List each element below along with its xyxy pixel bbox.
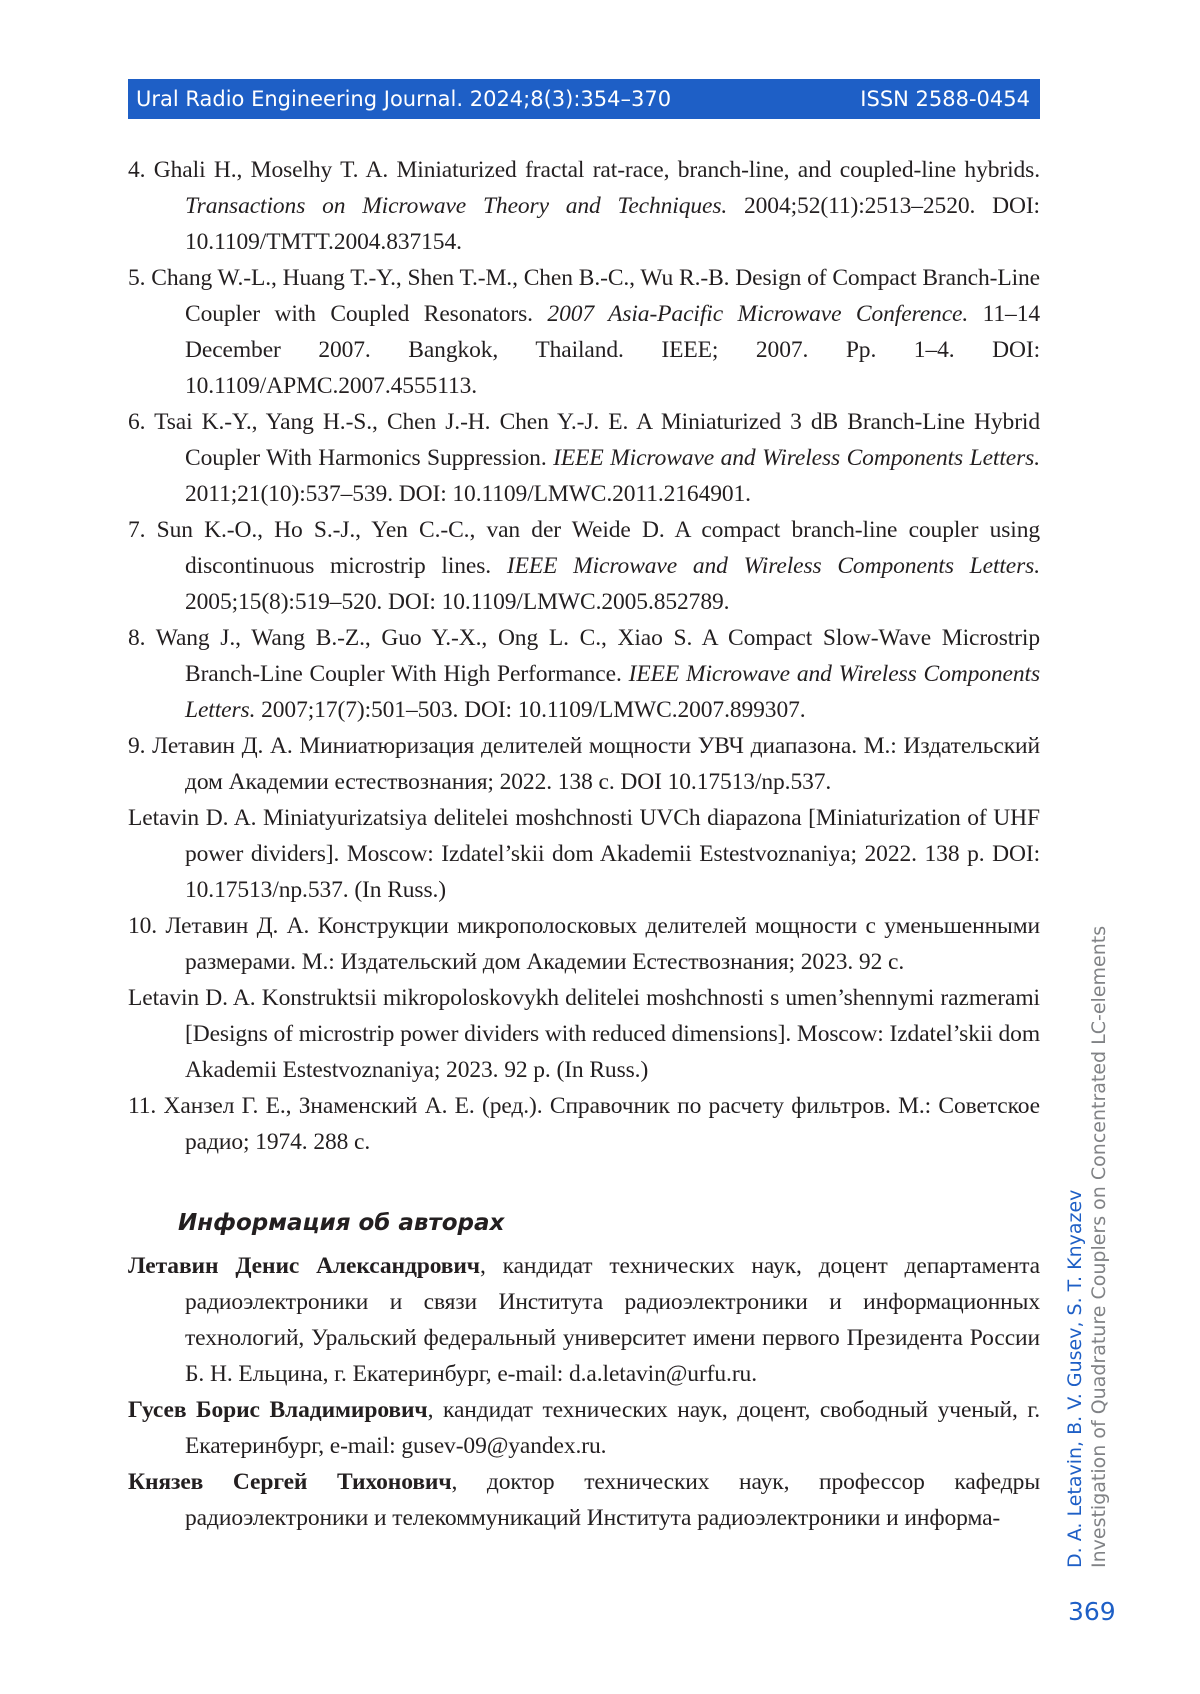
journal-header-bar (128, 79, 1040, 119)
author-item: Князев Сергей Тихонович, доктор технических наук, профессор кафедры радиоэлектроники и телекоммуникаций Института радиоэлектроники и информа- (128, 1469, 1041, 1531)
reference-item: 6. Tsai K.-Y., Yang H.-S., Chen J.-H. Chen Y.-J. E. A Miniaturized 3 dB Branch-Line Hybrid Coupler With Harmonics Suppression. IEEE Microwave and Wireless Components Letters. 2011;21(10):537–539. DOI: 10.1109/LMWC.2011.2164901. (128, 409, 1040, 507)
reference-item: 9. Летавин Д. А. Миниатюризация делителей мощности УВЧ диапазона. М.: Издательский дом Академии естествознания; 2022. 138 с. DOI 10.17513/np.537. (128, 733, 1040, 795)
author-name: Летавин Денис Александрович (128, 1253, 480, 1279)
reference-item: 4. Ghali H., Moselhy T. A. Miniaturized fractal rat-race, branch-line, and coupled-line hybrids. Transactions on Microwave Theory and Techniques. 2004;52(11):2513–2520. DOI: 10.1109/TMTT.2004.837154. (128, 157, 1040, 255)
page-number: 369 (1068, 1597, 1116, 1626)
reference-item: 5. Chang W.-L., Huang T.-Y., Shen T.-M., Chen B.-C., Wu R.-B. Design of Compact Branch-Line Coupler with Coupled Resonators. 2007 Asia-Pacific Microwave Conference. 11–14 December 2007. Bangkok, Thailand. IEEE; 2007. Pp. 1–4. DOI: 10.1109/APMC.2007.4555113. (128, 265, 1040, 399)
reference-item: Letavin D. A. Konstruktsii mikropoloskovykh delitelei moshchnosti s umen’shennymi razmerami [Designs of microstrip power dividers with reduced dimensions]. Moscow: Izdatel’skii dom Akademii Estestvoznaniya; 2023. 92 p. (In Russ.) (128, 985, 1040, 1083)
side-article-title: Investigation of Quadrature Couplers on Concentrated LC-elements (1088, 925, 1110, 1568)
side-running-header (1063, 925, 1111, 1568)
side-authors: D. A. Letavin, B. V. Gusev, S. T. Knyazev (1064, 1189, 1086, 1568)
author-item: Гусев Борис Владимирович, кандидат технических наук, доцент, свободный ученый, г. Екатеринбург, e-mail: gusev-09@yandex.ru. (128, 1397, 1040, 1459)
reference-list (128, 152, 1040, 1160)
reference-item: 7. Sun K.-O., Ho S.-J., Yen C.-C., van der Weide D. A compact branch-line coupler using discontinuous microstrip lines. IEEE Microwave and Wireless Components Letters. 2005;15(8):519–520. DOI: 10.1109/LMWC.2005.852789. (128, 517, 1040, 615)
issn: ISSN 2588-0454 (860, 87, 1030, 111)
authors-list (128, 1248, 1040, 1536)
reference-item: 10. Летавин Д. А. Конструкции микрополосковых делителей мощности с уменьшенными размерами. М.: Издательский дом Академии Естествознания; 2023. 92 с. (128, 913, 1040, 975)
authors-section-title: Информация об авторах (178, 1210, 505, 1236)
author-item: Летавин Денис Александрович, кандидат технических наук, доцент департамента радиоэлектроники и связи Института радиоэлектроники и информационных технологий, Уральский федеральный университет имени первого Президента России Б. Н. Ельцина, г. Екатеринбург, e-mail: d.a.letavin@urfu.ru. (128, 1253, 1040, 1387)
reference-item: 8. Wang J., Wang B.-Z., Guo Y.-X., Ong L. C., Xiao S. A Compact Slow-Wave Microstrip Branch-Line Coupler With High Performance. IEEE Microwave and Wireless Components Letters. 2007;17(7):501–503. DOI: 10.1109/LMWC.2007.899307. (128, 625, 1040, 723)
author-name: Гусев Борис Владимирович (128, 1397, 428, 1423)
reference-item: 11. Ханзел Г. Е., Знаменский А. Е. (ред.). Справочник по расчету фильтров. М.: Советское радио; 1974. 288 с. (128, 1093, 1040, 1155)
journal-citation: Ural Radio Engineering Journal. 2024;8(3):354–370 (136, 87, 672, 111)
author-name: Князев Сергей Тихонович (128, 1469, 452, 1495)
reference-item: Letavin D. A. Miniatyurizatsiya delitelei moshchnosti UVCh diapazona [Miniaturization of UHF power dividers]. Moscow: Izdatel’skii dom Akademii Estestvoznaniya; 2022. 138 p. DOI: 10.17513/np.537. (In Russ.) (128, 805, 1040, 903)
